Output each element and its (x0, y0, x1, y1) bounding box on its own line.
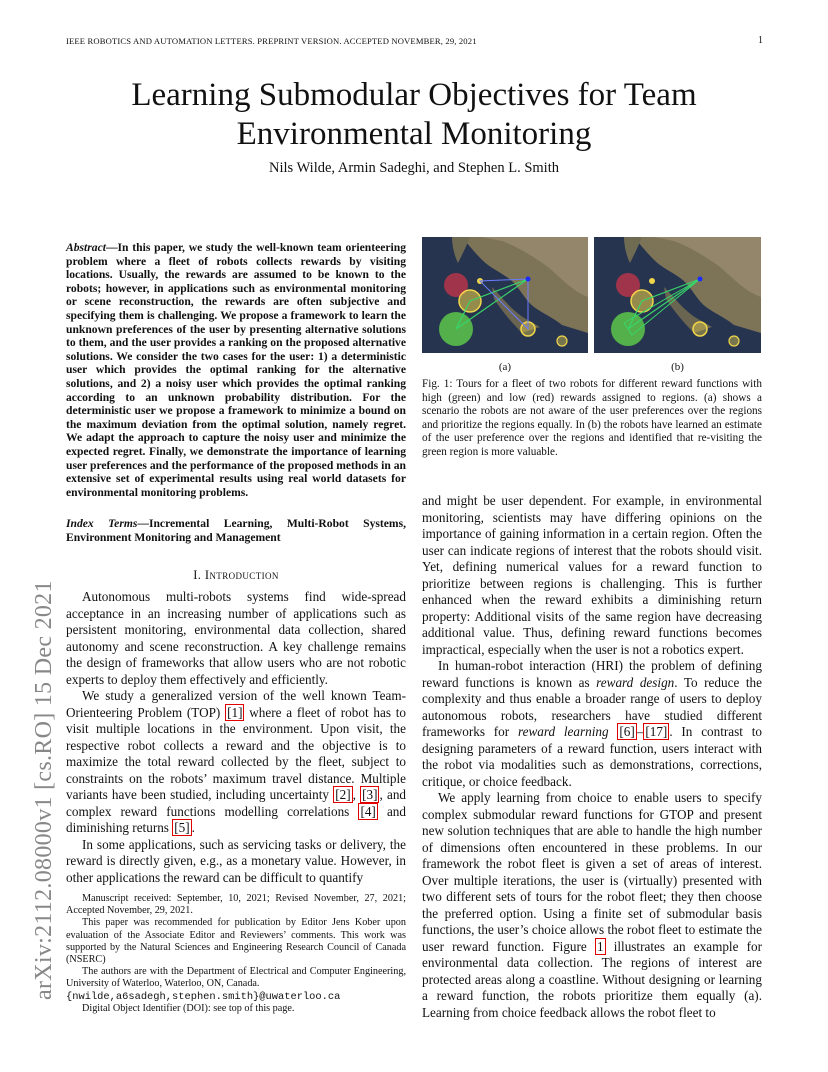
citation-link[interactable]: [5] (174, 820, 190, 835)
right-body (422, 493, 762, 1021)
text-span: . In contrast to designing parameters of a reward function, users interact with the robot via modalities such as demonstrations, corrections, critique, or choice feedback. (422, 724, 762, 789)
emphasis: reward learning (517, 724, 609, 739)
satellite-map-b (594, 237, 761, 353)
text-span: . To reduce the complexity and thus enable a broader range of users to deploy autonomous robots, researchers have studied different frameworks for (422, 674, 762, 739)
citation-link[interactable]: [1] (227, 704, 243, 720)
intro-paragraph-1: Autonomous multi-robots systems find wide-spread acceptance in an increasing number of applications such as persistent monitoring, environmental data collection, shared autonomy and scene reconstruction. A key challenge remains the design of frameworks that allow users who are not robotic experts to deploy them effectively and efficiently. (66, 589, 406, 687)
right-paragraph-1: and might be user dependent. For example, in environmental monitoring, scientists may have differing opinions on the importance of gaining information in a certain region. Often the user can indicate regions of interest that the robots should visit. Yet, defining numerical values for a reward function to prioritize between regions is challenging. This is further enhanced when the reward exhibits a diminishing return property: Additional visits of the same region have decreasing additional value. Thus, defining reward functions becomes impractical, especially when the user is not a robotics expert. (422, 493, 762, 657)
intro-paragraph-2 (66, 688, 406, 837)
author-emails: {nwilde,a6sadegh,stephen.smith}@uwaterloo.ca (66, 990, 341, 1003)
title-line-1: Learning Submodular Objectives for Team (131, 77, 697, 113)
text-span: We apply learning from choice to enable users to specify complex submodular reward functions for GTOP and present new solution techniques that are able to handle the high number of dimensions often encountered in these problems. In our framework the robot fleet is given a set of areas of interest. Over multiple iterations, the user is (virtually) presented with two different sets of tours for the robot fleet; they then choose the preferred option. Using a finite set of submodular basis functions, the user’s choice allows the robot fleet to estimate the user reward function. Figure (422, 790, 762, 954)
title-line-2: Environmental Monitoring (236, 116, 592, 152)
emphasis: reward design (596, 674, 675, 690)
figure-ref-link[interactable]: 1 (596, 938, 604, 954)
section-number: I. (193, 568, 205, 582)
text-span: illustrates an example for environmental data collection. The regions of interest are protected areas along a coastline. Without designing or learning a reward function, the robots prioritize them equally (a). Learning from choice feedback allows the robot fleet to (422, 938, 762, 1020)
paper-title (0, 76, 828, 154)
text-span: We study a generalized version of the well known Team-Orienteering Problem (TOP) (66, 688, 406, 720)
figure-1a-map (422, 237, 588, 353)
running-header: IEEE ROBOTICS AND AUTOMATION LETTERS. PREPRINT VERSION. ACCEPTED NOVEMBER, 29, 2021 (66, 36, 477, 46)
text-span: . (191, 820, 195, 835)
index-terms (66, 517, 406, 544)
abstract-text: —In this paper, we study the well-known team orienteering problem where a fleet of robots collects rewards by visiting locations. Usually, the rewards are assumed to be known to the robots; however, in applications such as environmental monitoring or scene reconstruction, the rewards are often subjective and specifying them is challenging. We propose a framework to learn the unknown preferences of the user by presenting alternative solutions to them, and the user provides a ranking on the proposed alternative solutions. We consider the two cases for the user: 1) a deterministic user which provides the optimal ranking for the alternative solutions, and 2) a noisy user which provides the optimal ranking according to an unknown probability distribution. For the deterministic user we propose a framework to minimize a bound on the maximum deviation from the optimal solution, namely regret. We adapt the approach to capture the noisy user and minimize the expected regret. Finally, we demonstrate the importance of learning user preferences and the performance of the proposed methods in an extensive set of experimental results using real world datasets for environmental monitoring problems. (66, 241, 406, 499)
footnote-doi: Digital Object Identifier (DOI): see top of this page. (82, 1002, 295, 1014)
abstract-lead: Abstract (66, 241, 106, 254)
arxiv-stamp: arXiv:2112.08000v1 [cs.RO] 15 Dec 2021 (31, 580, 57, 1000)
right-paragraph-3 (422, 790, 762, 1021)
abstract (66, 241, 406, 499)
figure-caption: Fig. 1: Tours for a fleet of two robots for different reward functions with high (green) and low (red) rewards assigned to regions. (a) shows a scenario the robots are not aware of the user preferences over the regions and prioritize the regions equally. In (b) the robots have learned an estimate of the user preference over the regions and identified that re-visiting the green region is more valuable. (422, 378, 762, 458)
subfigure-label-a: (a) (498, 361, 512, 373)
satellite-map-a (422, 237, 588, 353)
citation-link[interactable]: [6] (619, 724, 635, 739)
section-title: Introduction (204, 568, 279, 582)
index-terms-text: —Incremental Learning, Multi-Robot Systems, Environment Monitoring and Management (66, 517, 406, 544)
footnote-affiliation: The authors are with the Department of Electrical and Computer Engineering, University of Waterloo, Waterloo, ON, Canada. (66, 966, 406, 990)
footnotes (66, 893, 406, 1015)
left-body (66, 589, 406, 886)
footnote-editor: This paper was recommended for publication by Editor Jens Kober upon evaluation of the Associate Editor and Reviewers’ comments. This work was supported by the Natural Sciences and Engineering Research Council of Canada (NSERC) (66, 917, 406, 966)
text-span: , and complex reward functions modelling correlations (66, 787, 407, 819)
author-list: Nils Wilde, Armin Sadeghi, and Stephen L. Smith (269, 160, 559, 176)
citation-link[interactable]: [4] (360, 803, 376, 819)
citation-link[interactable]: [2] (335, 787, 351, 802)
text-span: , (352, 787, 361, 802)
footnote-manuscript: Manuscript received: September, 10, 2021; Revised November, 27, 2021; Accepted November, 29, 2021. (66, 893, 406, 917)
section-heading (66, 568, 406, 583)
text-span: In human-robot interaction (HRI) the problem of defining reward functions is known as (422, 658, 762, 690)
footnote-email (66, 991, 406, 1003)
intro-paragraph-3: In some applications, such as servicing tasks or delivery, the reward is directly given, e.g., as a monetary value. However, in other applications the reward can be difficult to quantify (66, 836, 406, 885)
right-paragraph-2 (422, 658, 762, 790)
citation-link[interactable]: [17] (645, 724, 668, 739)
page-number: 1 (758, 35, 764, 46)
text-span: – (636, 724, 644, 739)
citation-link[interactable]: [3] (362, 787, 378, 802)
subfigure-label-b: (b) (671, 361, 684, 373)
text-span: and diminishing returns (66, 803, 406, 835)
index-terms-lead: Index Terms (66, 517, 138, 530)
figure-1b-map (594, 237, 761, 353)
text-span: where a fleet of robot has to visit multiple locations in the environment. Upon visit, the respective robot collects a reward and the objective is to maximize the total reward collected by the fleet, subject to constraints on the robots’ maximum travel distance. Multiple variants have been studied, including uncertainty (66, 704, 406, 802)
